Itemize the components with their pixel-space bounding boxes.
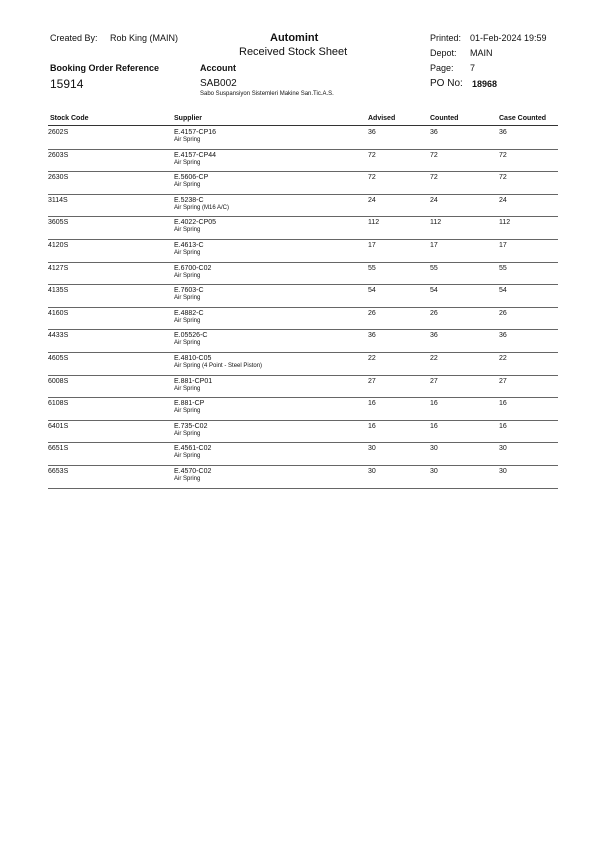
page-number: 7 <box>470 63 476 73</box>
advised-cell: 24 <box>368 196 376 204</box>
advised-cell: 26 <box>368 309 376 317</box>
advised-cell: 30 <box>368 445 376 453</box>
advised-cell: 54 <box>368 287 376 295</box>
table-row <box>48 308 558 331</box>
table-row <box>48 353 558 376</box>
table-row <box>48 240 558 263</box>
supplier-description-cell: Air Spring <box>174 159 201 166</box>
advised-cell: 112 <box>368 219 380 227</box>
table-row <box>48 172 558 195</box>
col-header-stock-code: Stock Code <box>50 115 89 122</box>
stock-code-cell: 4160S <box>48 309 69 317</box>
printed-value: 01-Feb-2024 19:59 <box>470 33 547 43</box>
page-label: Page: <box>430 63 454 73</box>
advised-cell: 16 <box>368 422 376 430</box>
supplier-description-cell: Air Spring <box>174 137 201 143</box>
counted-cell: 27 <box>430 377 438 385</box>
advised-cell: 36 <box>368 332 376 340</box>
advised-cell: 55 <box>368 264 376 272</box>
counted-cell: 22 <box>430 354 438 362</box>
depot-label: Depot: <box>430 48 457 58</box>
counted-cell: 36 <box>430 332 438 340</box>
supplier-part-cell: E.6700-C02 <box>174 264 212 272</box>
supplier-description-cell: Air Spring <box>174 408 201 415</box>
case-counted-cell: 16 <box>499 422 507 430</box>
advised-cell: 36 <box>368 129 376 136</box>
case-counted-cell: 55 <box>499 264 507 272</box>
stock-code-cell: 2630S <box>48 174 69 182</box>
stock-code-cell: 4127S <box>48 264 69 272</box>
supplier-part-cell: E.4810-C05 <box>174 354 212 362</box>
account-name: Sabo Suspansiyon Sistemleri Makine San.Tic.A.S. <box>200 91 334 97</box>
supplier-part-cell: E.4022-CP05 <box>174 219 217 227</box>
counted-cell: 17 <box>430 241 438 249</box>
table-row <box>48 217 558 240</box>
supplier-part-cell: E.4157-CP44 <box>174 151 217 159</box>
supplier-description-cell: Air Spring (4 Point - Steel Piston) <box>174 362 263 369</box>
counted-cell: 16 <box>430 422 438 430</box>
created-by-label: Created By: <box>50 33 98 43</box>
booking-reference-value: 15914 <box>50 77 84 91</box>
stock-code-cell: 4135S <box>48 287 69 295</box>
supplier-description-cell: Air Spring <box>174 227 201 234</box>
table-row <box>48 376 558 399</box>
counted-cell: 36 <box>430 129 438 136</box>
supplier-description-cell: Air Spring (M16 A/C) <box>174 204 230 211</box>
table-row <box>48 330 558 353</box>
counted-cell: 55 <box>430 264 438 272</box>
stock-code-cell: 6108S <box>48 400 69 408</box>
stock-code-cell: 4605S <box>48 354 69 362</box>
case-counted-cell: 22 <box>499 354 507 362</box>
case-counted-cell: 36 <box>499 129 507 136</box>
case-counted-cell: 72 <box>499 174 507 182</box>
document-title: Received Stock Sheet <box>239 46 348 58</box>
advised-cell: 22 <box>368 354 376 362</box>
advised-cell: 30 <box>368 467 376 475</box>
case-counted-cell: 17 <box>499 241 507 249</box>
advised-cell: 72 <box>368 174 376 182</box>
counted-cell: 72 <box>430 174 438 182</box>
supplier-description-cell: Air Spring <box>174 385 201 392</box>
case-counted-cell: 30 <box>499 467 507 475</box>
advised-cell: 27 <box>368 377 376 385</box>
case-counted-cell: 27 <box>499 377 507 385</box>
supplier-part-cell: E.881-CP <box>174 400 205 408</box>
advised-cell: 72 <box>368 151 376 159</box>
counted-cell: 30 <box>430 467 438 475</box>
stock-code-cell: 4120S <box>48 241 69 249</box>
supplier-part-cell: E.4570-C02 <box>174 467 212 475</box>
booking-reference-label: Booking Order Reference <box>50 63 160 73</box>
table-row <box>48 285 558 308</box>
counted-cell: 54 <box>430 287 438 295</box>
table-row <box>48 127 558 150</box>
stock-code-cell: 4433S <box>48 332 69 340</box>
supplier-part-cell: E.5238-C <box>174 196 204 204</box>
table-row <box>48 195 558 218</box>
case-counted-cell: 72 <box>499 151 507 159</box>
col-header-case-counted: Case Counted <box>499 115 547 122</box>
printed-label: Printed: <box>430 33 462 43</box>
table-row <box>48 150 558 173</box>
counted-cell: 16 <box>430 400 438 408</box>
counted-cell: 30 <box>430 445 438 453</box>
supplier-description-cell: Air Spring <box>174 272 201 279</box>
po-number: 18968 <box>472 79 498 89</box>
counted-cell: 112 <box>430 219 442 227</box>
case-counted-cell: 24 <box>499 196 507 204</box>
supplier-part-cell: E.4561-C02 <box>174 445 212 453</box>
supplier-part-cell: E.7603-C <box>174 287 204 295</box>
supplier-part-cell: E.4157-CP16 <box>174 129 217 136</box>
stock-code-cell: 2602S <box>48 129 69 136</box>
supplier-description-cell: Air Spring <box>174 317 201 324</box>
counted-cell: 26 <box>430 309 438 317</box>
stock-code-cell: 6401S <box>48 422 69 430</box>
table-header <box>48 115 558 126</box>
stock-code-cell: 2603S <box>48 151 69 159</box>
stock-code-cell: 6651S <box>48 445 69 453</box>
col-header-counted: Counted <box>430 115 459 122</box>
supplier-description-cell: Air Spring <box>174 453 201 460</box>
supplier-description-cell: Air Spring <box>174 295 201 302</box>
supplier-description-cell: Air Spring <box>174 475 201 482</box>
supplier-part-cell: E.735-C02 <box>174 422 208 430</box>
table-row <box>48 263 558 286</box>
counted-cell: 72 <box>430 151 438 159</box>
table-row <box>48 398 558 421</box>
created-by-value: Rob King (MAIN) <box>110 33 179 43</box>
supplier-description-cell: Air Spring <box>174 340 201 347</box>
account-code: SAB002 <box>200 78 237 89</box>
stock-code-cell: 6008S <box>48 377 69 385</box>
col-header-supplier: Supplier <box>174 115 203 122</box>
counted-cell: 24 <box>430 196 438 204</box>
advised-cell: 16 <box>368 400 376 408</box>
case-counted-cell: 16 <box>499 400 507 408</box>
supplier-description-cell: Air Spring <box>174 430 201 437</box>
case-counted-cell: 30 <box>499 445 507 453</box>
case-counted-cell: 54 <box>499 287 507 295</box>
case-counted-cell: 36 <box>499 332 507 340</box>
supplier-part-cell: E.05526-C <box>174 332 208 340</box>
supplier-part-cell: E.5606-CP <box>174 174 209 182</box>
col-header-advised: Advised <box>368 115 396 122</box>
depot-value: MAIN <box>470 48 493 58</box>
case-counted-cell: 112 <box>499 219 511 227</box>
supplier-description-cell: Air Spring <box>174 249 201 256</box>
table-body <box>48 127 558 489</box>
supplier-description-cell: Air Spring <box>174 182 201 189</box>
advised-cell: 17 <box>368 241 376 249</box>
table-row <box>48 421 558 444</box>
supplier-part-cell: E.4613-C <box>174 241 204 249</box>
case-counted-cell: 26 <box>499 309 507 317</box>
account-label: Account <box>200 63 236 73</box>
table-row <box>48 466 558 489</box>
supplier-part-cell: E.881-CP01 <box>174 377 213 385</box>
stock-code-cell: 3605S <box>48 219 69 227</box>
company-name: Automint <box>270 32 319 44</box>
table-row <box>48 443 558 466</box>
stock-code-cell: 3114S <box>48 196 68 204</box>
stock-code-cell: 6653S <box>48 467 69 475</box>
po-label: PO No: <box>430 78 463 89</box>
supplier-part-cell: E.4882-C <box>174 309 204 317</box>
